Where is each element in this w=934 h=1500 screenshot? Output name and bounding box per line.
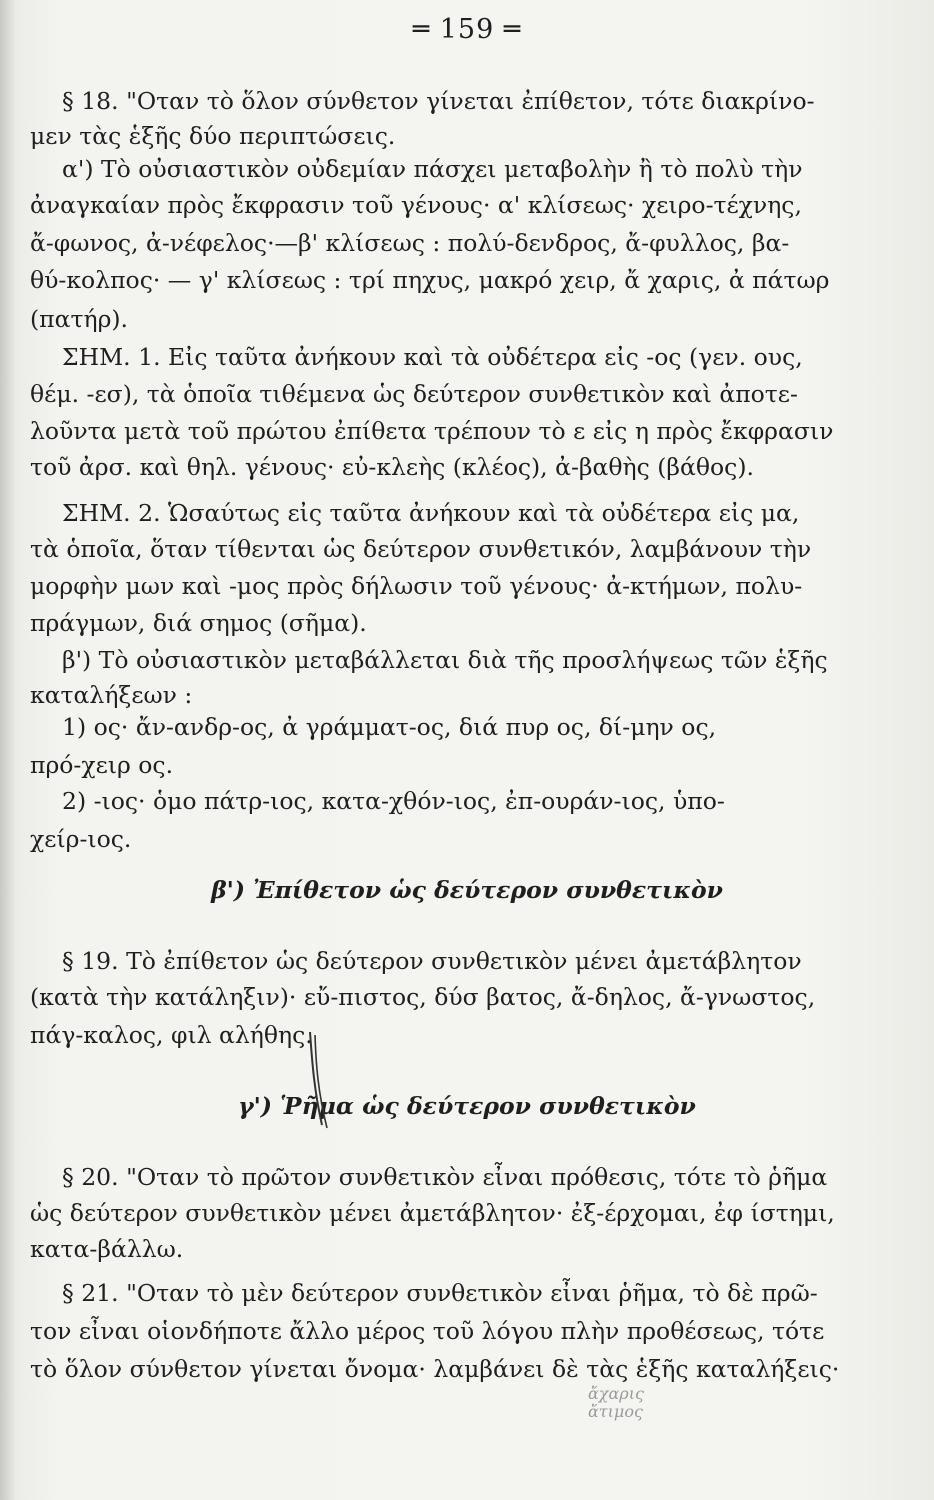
text-line: § 18. "Οταν τὸ ὅλον σύνθετον γίνεται ἐπίθετον, τότε διακρίνο- (62, 87, 815, 115)
text-line: (πατήρ). (30, 305, 129, 333)
handwritten-line: ἄτιμος (588, 1402, 643, 1421)
pen-mark-icon (300, 1030, 330, 1130)
text-line: § 20. "Οταν τὸ πρῶτον συνθετικὸν εἶναι πρόθεσις, τότε τὸ ῥῆμα (62, 1163, 828, 1191)
text-line: χείρ-ιος. (30, 825, 132, 853)
note-line: ΣΗΜ. 1. Εἰς ταῦτα ἀνήκουν καὶ τὰ οὐδέτερα εἰς -ος (γεν. ους, (62, 343, 803, 371)
text-line: τὸ ὅλον σύνθετον γίνεται ὄνομα· λαμβάνει δὲ τὰς ἑξῆς καταλήξεις· (30, 1355, 840, 1383)
section-heading: γ') Ῥῆμα ὡς δεύτερον συνθετικὸν (238, 1092, 696, 1120)
text-line: πάγ-καλος, φιλ αλήθης. (30, 1021, 313, 1049)
text-line: καταλήξεων : (30, 681, 193, 709)
text-line: πρό-χειρ ος. (30, 751, 174, 779)
text-line: ἀναγκαίαν πρὸς ἔκφρασιν τοῦ γένους· α' κλίσεως· χειρο-τέχνης, (30, 191, 802, 219)
list-item: 1) ος· ἄν-ανδρ-ος, ἀ γράμματ-ος, διά πυρ ος, δί-μην ος, (62, 713, 717, 741)
text-line: α') Τὸ οὐσιαστικὸν οὐδεμίαν πάσχει μεταβολὴν ἢ τὸ πολὺ τὴν (62, 155, 803, 183)
handwritten-note (588, 1385, 644, 1421)
section-heading: β') Ἐπίθετον ὡς δεύτερον συνθετικὸν (211, 876, 723, 904)
text-line: β') Τὸ οὐσιαστικὸν μεταβάλλεται διὰ τῆς προσλήψεως τῶν ἑξῆς (62, 646, 828, 674)
text-line: ὡς δεύτερον συνθετικὸν μένει ἀμετάβλητον· ἐξ-έρχομαι, ἐφ ίστημι, (30, 1199, 835, 1227)
text-line: τοῦ ἀρσ. καὶ θηλ. γένους· εὐ-κλεὴς (κλέος), ἀ-βαθὴς (βάθος). (30, 453, 754, 481)
text-line: (κατὰ τὴν κατάληξιν)· εὔ-πιστος, δύσ βατος, ἄ-δηλος, ἄ-γνωστος, (30, 983, 816, 1011)
text-line: θέμ. -εσ), τὰ ὁποῖα τιθέμενα ὡς δεύτερον συνθετικὸν καὶ ἀποτε- (30, 380, 798, 408)
text-line: § 19. Τὸ ἐπίθετον ὡς δεύτερον συνθετικὸν μένει ἀμετάβλητον (62, 947, 802, 975)
text-line: μορφὴν μων καὶ -μος πρὸς δήλωσιν τοῦ γένους· ἀ-κτήμων, πολυ- (30, 572, 803, 600)
text-line: πράγμων, διά σημος (σῆμα). (30, 609, 367, 637)
text-line: ἄ-φωνος, ἀ-νέφελος·—β' κλίσεως : πολύ-δενδρος, ἄ-φυλλος, βα- (30, 229, 790, 257)
text-line: κατα-βάλλω. (30, 1235, 184, 1263)
text-line: § 21. "Οταν τὸ μὲν δεύτερον συνθετικὸν εἶναι ῥῆμα, τὸ δὲ πρῶ- (62, 1279, 818, 1307)
note-line: ΣΗΜ. 2. Ὡσαύτως εἰς ταῦτα ἀνήκουν καὶ τὰ οὐδέτερα εἰς μα, (62, 499, 800, 527)
text-line: μεν τὰς ἑξῆς δύο περιπτώσεις. (30, 122, 396, 150)
text-line: τον εἶναι οἱονδήποτε ἄλλο μέρος τοῦ λόγου πλὴν προθέσεως, τότε (30, 1317, 825, 1345)
handwritten-line: ἄχαρις (588, 1384, 644, 1403)
text-line: τὰ ὁποῖα, ὅταν τίθενται ὡς δεύτερον συνθετικόν, λαμβάνουν τὴν (30, 535, 812, 563)
list-item: 2) -ιος· ὁμο πάτρ-ιος, κατα-χθόν-ιος, ἐπ-ουράν-ιος, ὑπο- (62, 787, 725, 815)
text-line: θύ-κολπος· — γ' κλίσεως : τρί πηχυς, μακρό χειρ, ἄ χαρις, ἀ πάτωρ (30, 266, 830, 294)
page-number: ═ 159 ═ (412, 14, 522, 45)
text-line: λοῦντα μετὰ τοῦ πρώτου ἐπίθετα τρέπουν τὸ ε εἰς η πρὸς ἔκφρασιν (30, 417, 834, 445)
page-gutter (0, 0, 14, 1500)
